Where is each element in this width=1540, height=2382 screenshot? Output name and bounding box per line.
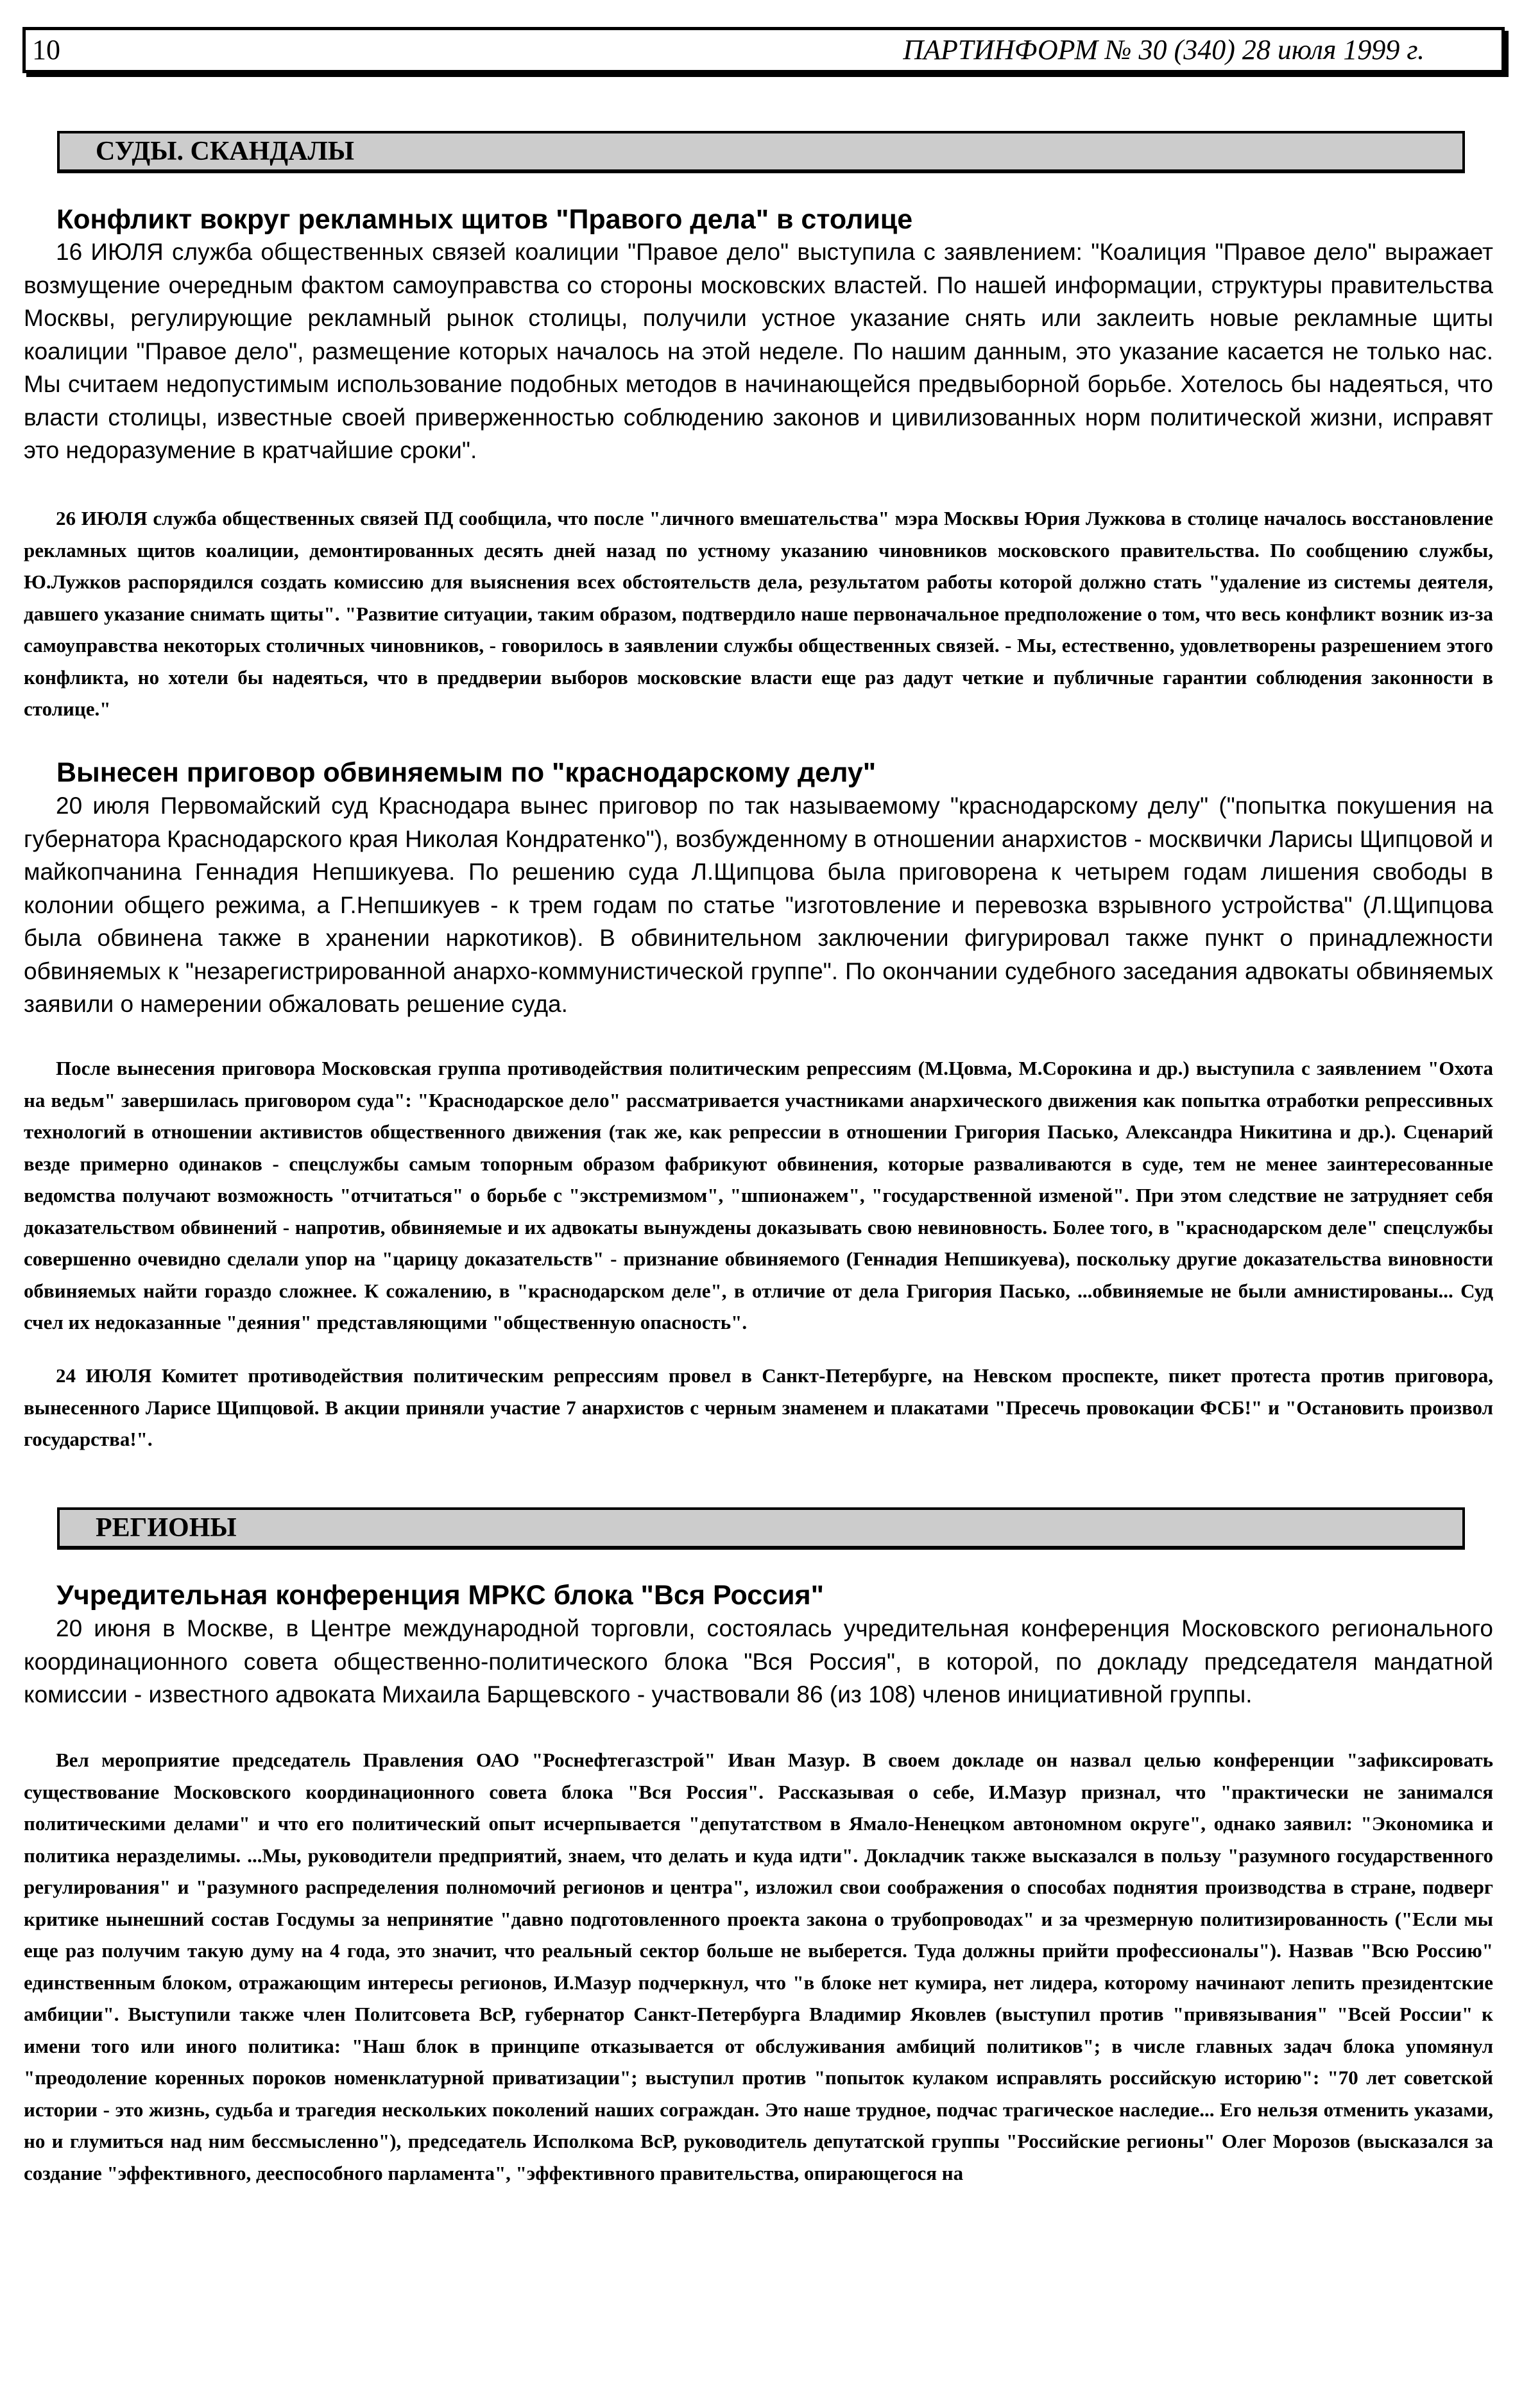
article-title: Учредительная конференция МРКС блока "Вся Россия" bbox=[56, 1580, 825, 1611]
issue-info: ПАРТИНФОРМ № 30 (340) 28 июля 1999 г. bbox=[903, 34, 1425, 65]
article-paragraph: 24 ИЮЛЯ Комитет противодействия политическим репрессиям провел в Санкт-Петербурге, на Невском проспекте, пикет протеста против приговора, вынесенного Ларисе Щипцовой. В акции приняли участие 7 анархистов с черным знаменем и плакатами "Пресечь провокации ФСБ!" и "Остановить произвол государства!". bbox=[24, 1364, 1493, 1450]
section-header-regions bbox=[57, 1507, 1465, 1550]
article-paragraph: Вел мероприятие председатель Правления ОАО "Роснефтегазстрой" Иван Мазур. В своем докладе он назвал целью конференции "зафиксировать существование Московского координационного совета блока "Вся Россия". Рассказывая о себе, И.Мазур признал, что "практически не занимался политическими делами" и что его политический опыт исчерпывается "депутатством в Ямало-Ненецком автономном округе", однако заявил: "Экономика и политика неразделимы. ...Мы, руководители предприятий, знаем, что делать и куда идти". Докладчик также высказался в пользу "разумного государственного регулирования" и "разумного распределения полномочий регионов и центра", изложил свои соображения о способах поднятия производства в стране, подверг критике нынешний состав Госдумы за непринятие "давно подготовленного проекта закона о трубопроводах" и за чрезмерную политизированность ("Если мы еще раз получим такую думу на 4 года, это значит, что реальный сектор больше не выберется. Туда должны прийти профессионалы"). Назвав "Всю Россию" единственным блоком, отражающим интересы регионов, И.Мазур подчеркнул, что "в блоке нет кумира, нет лидера, которому начинают лепить президентские амбиции". Выступили также член Политсовета ВсР, губернатор Санкт-Петербурга Владимир Яковлев (выступил против "привязывания" "Всей России" к имени того или иного политика: "Наш блок в принципе отказывается от обслуживания амбиций политиков"; в числе главных задач блока упомянул "преодоление коренных пороков номенклатурной приватизации"; выступил против "попыток кулаком исправлять российскую историю": "70 лет советской истории - это жизнь, судьба и трагедия нескольких поколений наших сограждан. Это наше трудное, подчас трагическое наследие... Его нельзя отменить указами, но и глумиться над ним бессмысленно"), председатель Исполкома ВсР, руководитель депутатской группы "Российские регионы" Олег Морозов (высказался за создание "эффективного, дееспособного парламента", "эффективного правительства, опирающегося на bbox=[24, 1749, 1493, 2184]
article-paragraph: 26 ИЮЛЯ служба общественных связей ПД сообщила, что после "личного вмешательства" мэра Москвы Юрия Лужкова в столице началось восстановление рекламных щитов коалиции, демонтированных десять дней назад по устному указанию чиновников московского правительства. По сообщению службы, Ю.Лужков распорядился создать комиссию для выяснения всех обстоятельств дела, результатом работы которой должно стать "удаление из системы деятеля, давшего указание снимать щиты". "Развитие ситуации, таким образом, подтвердило наше первоначальное предположение о том, что весь конфликт возник из-за самоуправства некоторых столичных чиновников, - говорилось в заявлении службы общественных связей. - Мы, естественно, удовлетворены разрешением этого конфликта, но хотели бы надеяться, что в преддверии выборов московские власти еще раз дадут четкие и публичные гарантии соблюдения законности в столице." bbox=[24, 507, 1493, 720]
section-label: СУДЫ. СКАНДАЛЫ bbox=[96, 137, 355, 166]
article-paragraph: После вынесения приговора Московская группа противодействия политическим репрессиям (М.Цовма, М.Сорокина и др.) выступила с заявлением "Охота на ведьм" завершилась приговором суда": "Краснодарское дело" рассматривается участниками анархического движения как попытка отработки репрессивных технологий в отношении активистов общественного движения (так же, как репрессии в отношении Григория Пасько, Александра Никитина и др.). Сценарий везде примерно одинаков - спецслужбы самым топорным образом фабрикуют обвинения, которые разваливаются в суде, тем не менее заинтересованные ведомства получают возможность "отчитаться" о борьбе с "экстремизмом", "шпионажем", "государственной изменой". При этом следствие не затрудняет себя доказательством обвинений - напротив, обвиняемые и их адвокаты вынуждены доказывать свою невиновность. Более того, в "краснодарском деле" спецслужбы совершенно очевидно сделали упор на "царицу доказательств" - признание обвиняемого (Геннадия Непшикуева), поскольку другие доказательства виновности обвиняемых найти гораздо сложнее. К сожалению, в "краснодарском деле", в отличие от дела Григория Пасько, ...обвиняемые не были амнистированы... Суд счел их недоказанные "деяния" представляющими "общественную опасность". bbox=[24, 1057, 1493, 1333]
article-lead: 20 июля Первомайский суд Краснодара вынес приговор по так называемому "краснодарскому делу" ("попытка покушения на губернатора Краснодарского края Николая Кондратенко"), возбужденному в отношении анархистов - москвички Ларисы Щипцовой и майкопчанина Геннадия Непшикуева. По решению суда Л.Щипцова была приговорена к четырем годам лишения свободы в колонии общего режима, а Г.Непшикуев - к трем годам по статье "изготовление и перевозка взрывного устройства" (Л.Щипцова была обвинена также в хранении наркотиков). В обвинительном заключении фигурировал также пункт о принадлежности обвиняемых к "незарегистрированной анархо-коммунистической группе". По окончании судебного заседания адвокаты обвиняемых заявили о намерении обжаловать решение суда. bbox=[24, 793, 1493, 1017]
page-header bbox=[22, 27, 1505, 73]
page-number: 10 bbox=[32, 34, 60, 65]
section-label: РЕГИОНЫ bbox=[96, 1513, 237, 1543]
article-title: Вынесен приговор обвиняемым по "краснодарскому делу" bbox=[56, 757, 877, 788]
article-lead: 16 ИЮЛЯ служба общественных связей коалиции "Правое дело" выступила с заявлением: "Коалиция "Правое дело" выражает возмущение очередным фактом самоуправства со стороны московских властей. По нашей информации, структуры правительства Москвы, регулирующие рекламный рынок столицы, получили устное указание снять или заклеить новые рекламные щиты коалиции "Правое дело", размещение которых началось на этой неделе. По нашим данным, это указание касается не только нас. Мы считаем недопустимым использование подобных методов в начинающейся предвыборной борьбе. Хотелось бы надеяться, что власти столицы, известные своей приверженностью соблюдению законов и цивилизованных норм политической жизни, исправят это недоразумение в кратчайшие сроки". bbox=[24, 239, 1493, 463]
article-lead: 20 июня в Москве, в Центре международной торговли, состоялась учредительная конференция Московского регионального координационного совета общественно-политического блока "Вся Россия", в которой, по докладу председателя мандатной комиссии - известного адвоката Михаила Барщевского - участвовали 86 (из 108) членов инициативной группы. bbox=[24, 1615, 1493, 1708]
article-title: Конфликт вокруг рекламных щитов "Правого дела" в столице bbox=[56, 204, 913, 235]
section-header-courts-scandals bbox=[57, 131, 1465, 173]
